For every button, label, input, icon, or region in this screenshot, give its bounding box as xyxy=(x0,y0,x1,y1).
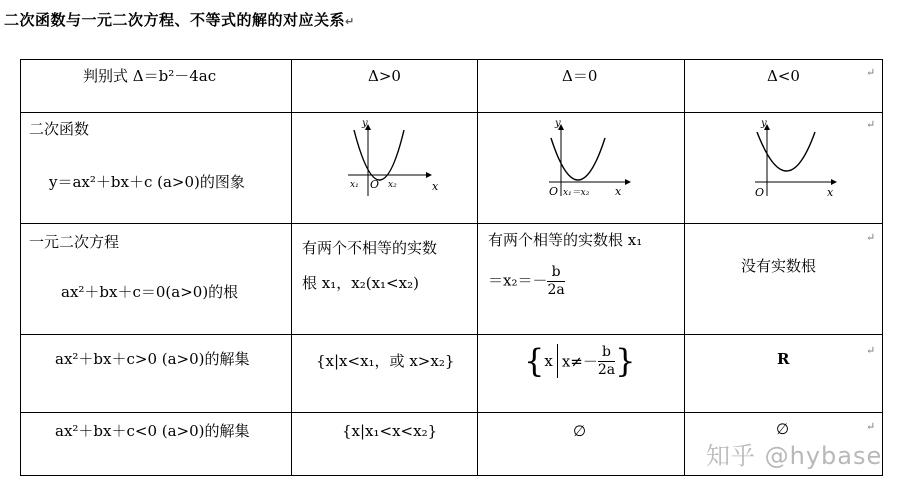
row-end-mark: ↵ xyxy=(866,420,876,433)
fraction-numerator: b xyxy=(598,344,615,362)
row-end-mark: ↵ xyxy=(866,118,876,131)
row-end-mark: ↵ xyxy=(866,231,876,244)
graph-no-root xyxy=(749,118,849,198)
paragraph-mark: ↵ xyxy=(345,15,355,28)
origin-label: O xyxy=(370,178,380,191)
equation-positive-line1: 有两个不相等的实数 xyxy=(302,239,438,257)
root1-label: x₁ xyxy=(350,180,359,190)
graph-zero-cell xyxy=(478,113,685,224)
origin-label: O xyxy=(755,186,765,198)
y-axis-label: y xyxy=(362,118,368,129)
watermark: 知乎 @hybase xyxy=(706,442,883,470)
graph-double-root xyxy=(543,118,643,198)
graph-negative-cell xyxy=(685,113,883,224)
less-label-cell xyxy=(21,413,292,476)
less-positive-cell xyxy=(292,413,478,476)
equation-label-cell xyxy=(21,224,292,335)
parabola-curve xyxy=(757,132,815,171)
function-row xyxy=(21,113,883,224)
row-end-mark: ↵ xyxy=(866,66,876,79)
greater-zero-cell xyxy=(478,335,685,413)
greater-negative-cell xyxy=(685,335,883,413)
function-label-cell xyxy=(21,113,292,224)
header-case-positive xyxy=(292,60,478,113)
greater-positive-cell xyxy=(292,335,478,413)
equation-positive-cell xyxy=(292,224,478,335)
case-negative-label: Δ<0 xyxy=(767,67,800,85)
equation-positive-line2: 根 x₁，x₂(x₁<x₂) xyxy=(302,274,419,292)
equation-label-formula: ax²＋bx＋c＝0(a>0)的根 xyxy=(61,283,239,301)
header-discriminant-cell xyxy=(21,60,292,113)
page-title xyxy=(4,9,355,30)
parabola-curve xyxy=(354,130,404,180)
y-axis-label: y xyxy=(555,118,561,129)
header-case-negative xyxy=(685,60,883,113)
x-axis-arrow xyxy=(831,179,837,185)
x-axis-arrow xyxy=(426,172,432,178)
greater-row xyxy=(21,335,883,413)
case-zero-label: Δ＝0 xyxy=(562,67,598,85)
greater-positive-set: {x|x<x₁，或 x>x₂} xyxy=(316,352,455,370)
less-negative-set: ∅ xyxy=(776,420,790,438)
equation-label-title: 一元二次方程 xyxy=(29,233,120,251)
right-brace: } xyxy=(615,342,636,380)
root2-label: x₂ xyxy=(388,180,397,190)
equation-negative-text: 没有实数根 xyxy=(741,257,817,275)
header-row xyxy=(21,60,883,113)
set-variable: x xyxy=(544,352,553,370)
double-root-label: x₁＝x₂ xyxy=(563,188,590,198)
header-case-zero xyxy=(478,60,685,113)
function-label-formula: y＝ax²＋bx＋c (a>0)的图象 xyxy=(49,173,245,191)
title-text: 二次函数与一元二次方程、不等式的解的对应关系 xyxy=(4,11,346,29)
equation-zero-cell xyxy=(478,224,685,335)
graph-positive-cell xyxy=(292,113,478,224)
greater-zero-set xyxy=(524,342,635,380)
set-condition: x≠－ xyxy=(561,352,598,371)
x-axis-label: x xyxy=(432,180,439,193)
case-positive-label: Δ>0 xyxy=(368,67,401,85)
less-zero-cell xyxy=(478,413,685,476)
greater-label: ax²＋bx＋c>0 (a>0)的解集 xyxy=(55,350,250,368)
less-label: ax²＋bx＋c<0 (a>0)的解集 xyxy=(55,422,250,440)
equation-zero-line1: 有两个相等的实数根 x₁ xyxy=(488,231,643,249)
fraction-denominator: 2a xyxy=(547,282,565,298)
left-brace: { xyxy=(524,342,545,380)
fraction-denominator: 2a xyxy=(597,361,616,378)
greater-negative-set: R xyxy=(777,350,790,368)
fraction-numerator: b xyxy=(547,264,564,282)
x-axis-label: x xyxy=(827,186,834,198)
origin-label: O xyxy=(549,185,559,198)
function-label-title: 二次函数 xyxy=(29,120,90,138)
equation-zero-prefix: ＝x₂＝－ xyxy=(488,271,548,290)
discriminant-label: 判别式 Δ＝b²－4ac xyxy=(83,67,217,85)
neg-b-over-2a-fraction xyxy=(547,264,564,299)
set-divider xyxy=(557,344,558,378)
equation-negative-cell xyxy=(685,224,883,335)
parabola-curve xyxy=(551,138,605,180)
greater-label-cell xyxy=(21,335,292,413)
x-axis-arrow xyxy=(625,179,631,185)
less-positive-set: {x|x₁<x<x₂} xyxy=(342,422,438,440)
row-end-mark: ↵ xyxy=(866,344,876,357)
equation-row xyxy=(21,224,883,335)
x-axis-label: x xyxy=(615,185,622,198)
equation-zero-line2 xyxy=(488,264,565,299)
less-zero-set: ∅ xyxy=(573,422,587,440)
neg-b-over-2a-fraction xyxy=(598,344,615,379)
relation-table xyxy=(20,59,883,476)
y-axis-label: y xyxy=(761,118,767,129)
graph-two-roots xyxy=(344,118,444,198)
